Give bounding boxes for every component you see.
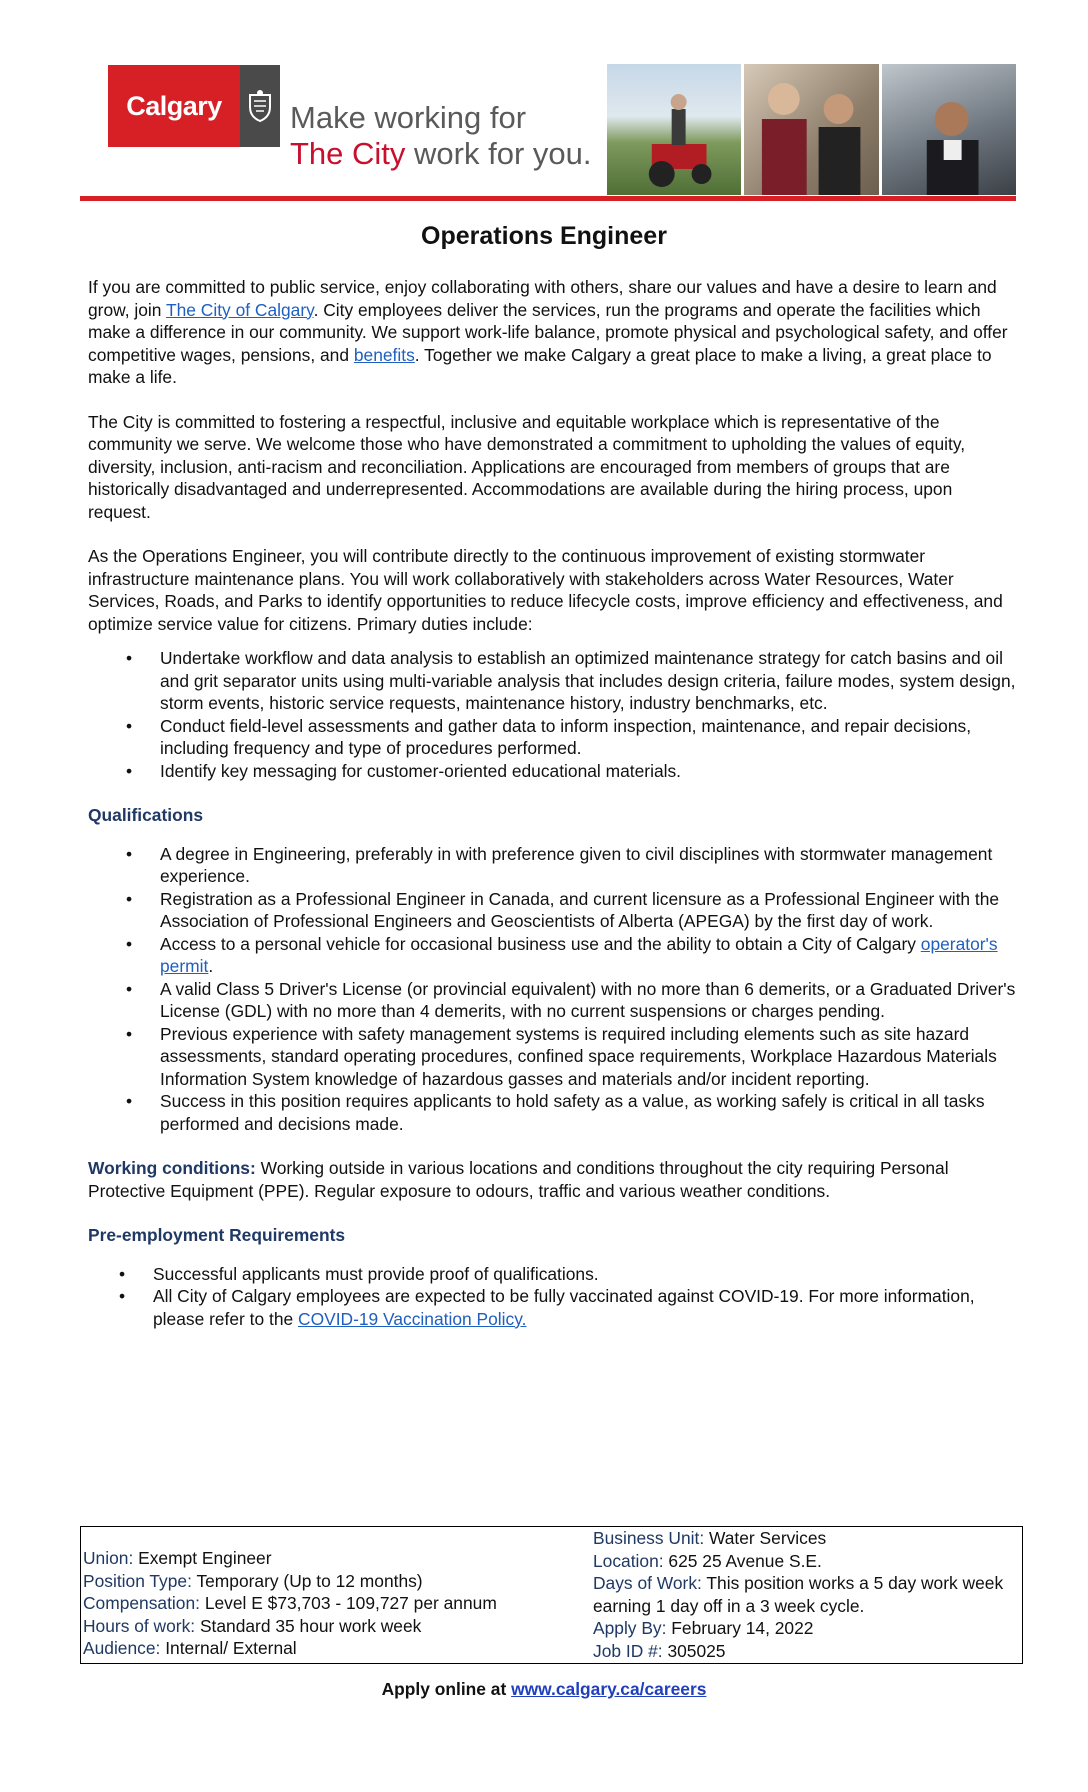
working-conditions [88,1157,1018,1202]
list-item: • Previous experience with safety management systems is required including elements such as site hazard assessments, standard operating procedures, confined space requirements, Workplace Hazardous Materials Information System knowledge of hazardous gasses and materials and/or incident reporting. [88,1023,1018,1091]
crest-svg [245,89,275,123]
posting-body [88,276,1018,1330]
page-title: Operations Engineer [421,222,667,250]
job-info-right [593,1527,1013,1662]
tagline-line2 [290,136,591,172]
city-crest-icon [240,65,280,147]
photo-mower [607,64,741,195]
job-info-left [83,1547,583,1660]
calgary-logo [108,65,240,147]
intro-paragraph-2: The City is committed to fostering a respectful, inclusive and equitable workplace which is representative of the community we serve. We welcome those who have demonstrated a commitment to upholding the values of equity, diversity, inclusion, anti-racism and reconciliation. Applications are encouraged from members of groups that are historically disadvantaged and underrepresented. Accommodations are available during the hiring process, upon request. [88,411,966,522]
position-type-row: Position Type: Temporary (Up to 12 months) [83,1570,423,1591]
operators-permit-link[interactable]: operator's permit [160,933,998,976]
hours-row: Hours of work: Standard 35 hour work week [83,1615,422,1636]
qualifications-heading: Qualifications [88,805,203,825]
logo-text: Calgary [126,90,222,121]
working-conditions-text: Working outside in various locations and conditions throughout the city requiring Personal Protective Equipment (PPE). Regular exposure to odours, traffic and various weather conditions. [88,1158,949,1201]
benefits-link[interactable]: benefits [353,344,415,365]
list-item: • A valid Class 5 Driver's License (or provincial equivalent) with no more than 6 demerits, or a Graduated Driver's License (GDL) with no more than 4 demerits, with no current suspensions or charges pending. [88,978,1018,1023]
header-banner [80,62,1016,202]
tagline-line1: Make working for [290,100,527,135]
pre-employment-list [88,1263,1018,1331]
photo-office-workers [744,64,878,195]
list-item: • Successful applicants must provide proof of qualifications. [88,1263,1018,1286]
apply-online: Apply online at www.calgary.ca/careers [381,1679,707,1699]
intro-paragraph-1: If you are committed to public service, enjoy collaborating with others, share our values and have a desire to learn and grow, join The City of Calgary. City employees deliver the services, run the programs and operate the facilities which make a difference in our community. We support work-life balance, promote physical and psychological safety, and offer competitive wages, pensions, and benefits. Together we make Calgary a great place to make a living, a great place to make a life. [88,277,1008,387]
tagline-highlight: The City [290,136,406,171]
days-of-work-row: Days of Work: This position works a 5 day work week earning 1 day off in a 3 week cycle. [593,1573,1004,1616]
location-row: Location: 625 25 Avenue S.E. [593,1550,822,1571]
list-item: • Access to a personal vehicle for occasional business use and the ability to obtain a City of Calgary operator's permit. [88,933,1018,978]
list-item: • Undertake workflow and data analysis to establish an optimized maintenance strategy for catch basins and oil and grit separator units using multi-variable analysis that includes design criteria, failure modes, system design, storm events, historic service requests, maintenance history, industry benchmarks, etc. [88,647,1018,715]
list-item: • Conduct field-level assessments and gather data to inform inspection, maintenance, and repair decisions, including frequency and type of procedures performed. [88,715,1018,760]
pre-employment-heading: Pre-employment Requirements [88,1225,346,1245]
covid-policy-link[interactable]: COVID-19 Vaccination Policy. [298,1308,527,1329]
job-info-box [80,1526,1023,1664]
audience-row: Audience: Internal/ External [83,1638,297,1658]
list-item: • A degree in Engineering, preferably in with preference given to civil disciplines with stormwater management experience. [88,843,1018,888]
header-photos [607,64,1016,195]
apply-by-row: Apply By: February 14, 2022 [593,1618,814,1638]
city-of-calgary-link[interactable]: The City of Calgary [166,299,314,320]
compensation-row: Compensation: Level E $73,703 - 109,727 per annum [83,1593,497,1613]
careers-link[interactable]: www.calgary.ca/careers [511,1679,707,1699]
header-divider [80,196,1016,201]
tagline-rest: work for you. [405,136,592,171]
union-row: Union: Exempt Engineer [83,1548,272,1568]
business-unit-row: Business Unit: Water Services [593,1528,827,1548]
list-item: • Registration as a Professional Engineer in Canada, and current licensure as a Professional Engineer with the Association of Professional Engineers and Geoscientists of Alberta (APEGA) by the first day of work. [88,888,1018,933]
intro-paragraph-3: As the Operations Engineer, you will contribute directly to the continuous improvement of existing stormwater infrastructure maintenance plans. You will work collaboratively with stakeholders across Water Resources, Water Services, Roads, and Parks to identify opportunities to reduce lifecycle costs, improve efficiency and effectiveness, and optimize service value for citizens. Primary duties include: [88,546,1003,634]
list-item: • Success in this position requires applicants to hold safety as a value, as working safely is critical in all tasks performed and decisions made. [88,1090,1018,1135]
list-item: • Identify key messaging for customer-oriented educational materials. [88,760,1018,783]
duties-list [88,647,1018,782]
photo-transit-operator [882,64,1016,195]
working-conditions-heading: Working conditions: [88,1158,256,1178]
list-item: • All City of Calgary employees are expected to be fully vaccinated against COVID-19. For more information, please refer to the COVID-19 Vaccination Policy. [88,1285,1018,1330]
qualifications-list [88,843,1018,1136]
job-id-row: Job ID #: 305025 [593,1640,726,1661]
